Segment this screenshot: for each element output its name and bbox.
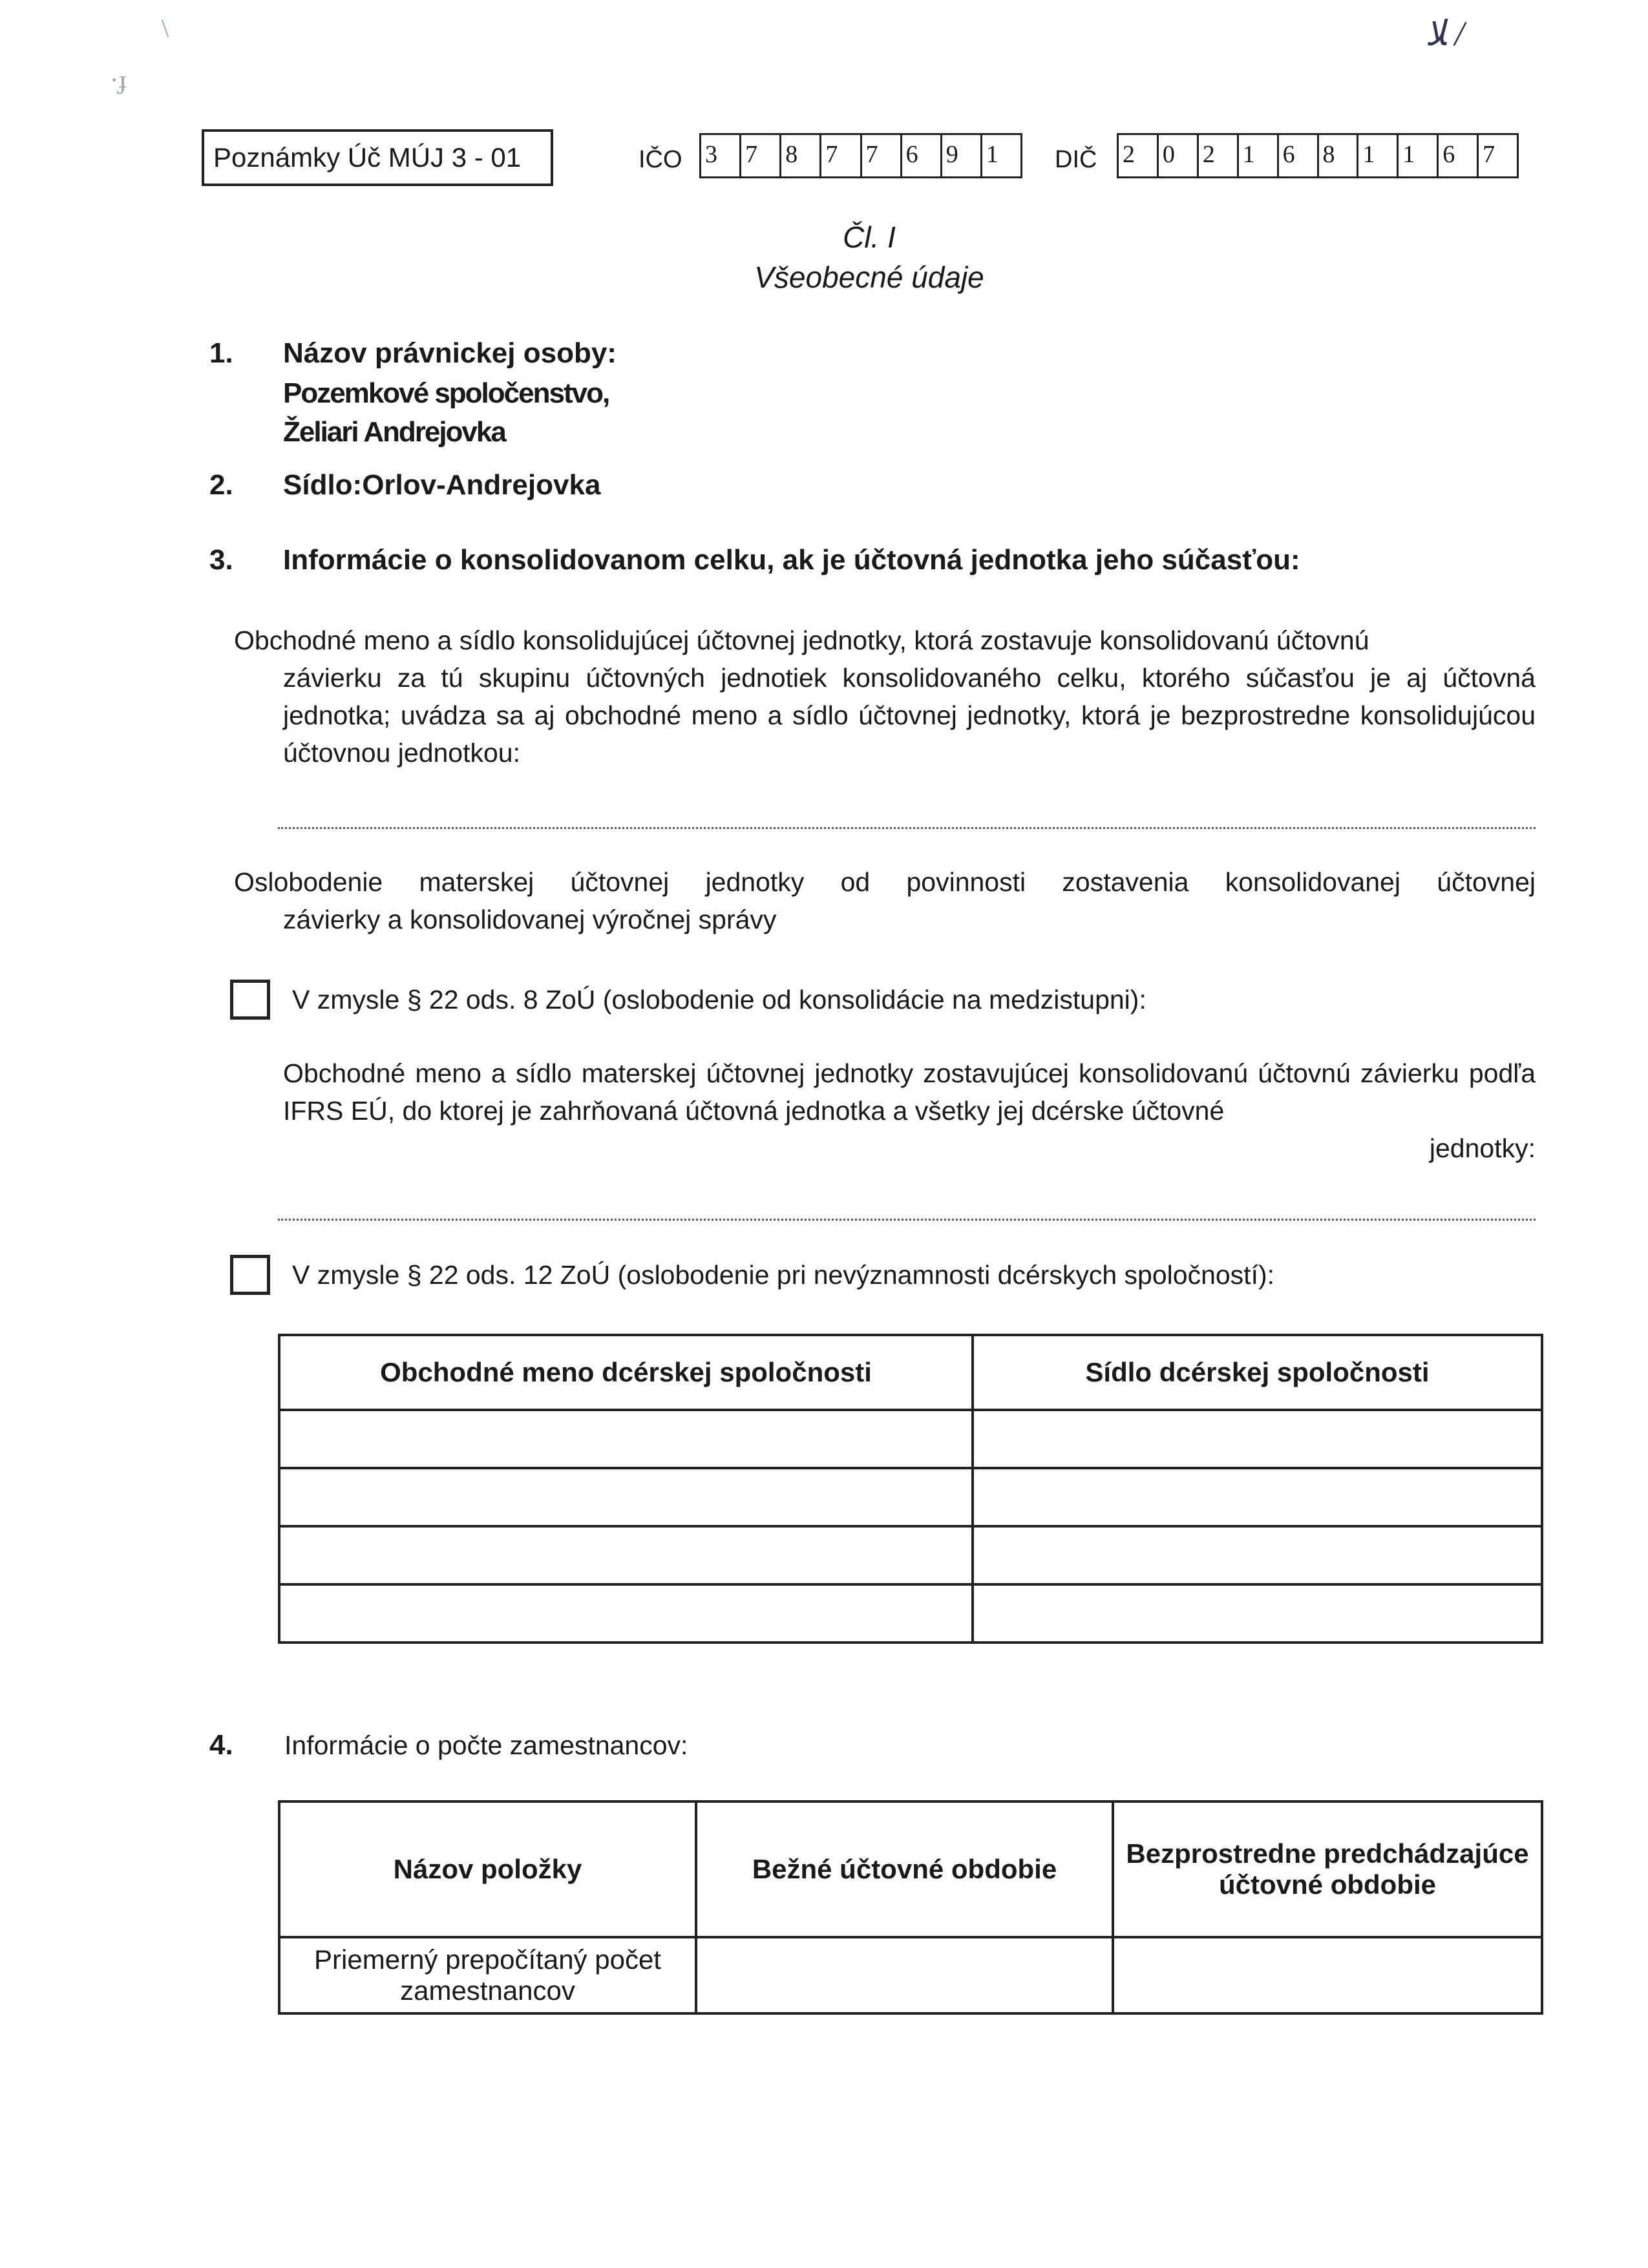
section-2-number: 2. xyxy=(209,469,233,501)
dic-digit: 0 xyxy=(1157,135,1197,176)
dic-digit: 8 xyxy=(1317,135,1357,176)
table-cell[interactable] xyxy=(973,1584,1542,1643)
table-cell[interactable] xyxy=(279,1410,973,1468)
parent-entity-paragraph: Obchodné meno a sídlo materskej účtovnej jednotky zostavujúcej konsolidovanú účtovnú závierku podľa IFRS EÚ, do ktorej je zahrňovaná účtovná jednotka a všetky jej dcérske účtovné xyxy=(283,1058,1536,1126)
dic-digit: 7 xyxy=(1477,135,1517,176)
section-3-number: 3. xyxy=(209,544,233,576)
subsidiary-name-header: Obchodné meno dcérskej spoločnosti xyxy=(279,1335,973,1410)
dic-digit: 2 xyxy=(1123,141,1135,168)
ico-digit: 3 xyxy=(705,141,717,168)
table-cell[interactable] xyxy=(973,1526,1542,1584)
exemption-heading-first-line: Oslobodenie materskej účtovnej jednotky od povinnosti zostavenia konsolidovanej účtovnej xyxy=(234,867,1536,897)
exemption-22-8-checkbox[interactable] xyxy=(230,980,270,1020)
avg-employees-previous[interactable] xyxy=(1113,1937,1542,2013)
table-cell[interactable] xyxy=(279,1526,973,1584)
consolidating-entity-fill-line xyxy=(278,827,1536,829)
table-cell[interactable] xyxy=(279,1584,973,1643)
dic-digit: 1 xyxy=(1237,135,1277,176)
exemption-heading-rest: závierky a konsolidovanej výročnej správy xyxy=(283,905,777,934)
handwritten-page-mark: ﻼ / xyxy=(1425,14,1464,53)
ico-digit: 8 xyxy=(779,135,819,176)
table-cell[interactable] xyxy=(279,1468,973,1526)
dic-label: DIČ xyxy=(1055,146,1097,173)
dic-digit-boxes xyxy=(1117,133,1519,178)
item-name-header: Názov položky xyxy=(279,1801,696,1937)
ico-digit: 1 xyxy=(980,135,1020,176)
legal-entity-name-line1: Pozemkové spoločenstvo, xyxy=(283,377,609,409)
parent-entity-fill-line xyxy=(278,1219,1536,1221)
section-3-title: Informácie o konsolidovanom celku, ak je účtovná jednotka jeho súčasťou: xyxy=(283,544,1300,576)
ico-label: IČO xyxy=(639,146,682,173)
article-number: Čl. I xyxy=(843,220,896,254)
ico-digit: 7 xyxy=(819,135,860,176)
section-4-number: 4. xyxy=(209,1729,233,1761)
dic-digit: 2 xyxy=(1197,135,1237,176)
ico-digit: 7 xyxy=(739,135,779,176)
ico-digit: 7 xyxy=(860,135,900,176)
avg-employees-current[interactable] xyxy=(696,1937,1113,2013)
form-label: Poznámky Úč MÚJ 3 - 01 xyxy=(202,129,553,186)
parent-entity-paragraph-end: jednotky: xyxy=(1429,1133,1536,1163)
section-4-title: Informácie o počte zamestnancov: xyxy=(284,1730,688,1760)
scan-artifact: ·ɟ xyxy=(110,65,127,94)
employees-table xyxy=(278,1800,1543,2015)
dic-digit: 1 xyxy=(1357,135,1397,176)
previous-period-header: Bezprostredne predchádzajúce účtovné obdobie xyxy=(1113,1801,1542,1937)
dic-digit: 1 xyxy=(1397,135,1437,176)
dic-digit: 6 xyxy=(1277,135,1317,176)
table-cell[interactable] xyxy=(973,1468,1542,1526)
scan-artifact: \ xyxy=(162,14,169,43)
article-title: Všeobecné údaje xyxy=(754,260,984,294)
consolidation-paragraph-rest: závierku za tú skupinu účtovných jednotiek konsolidovaného celku, ktorého súčasťou je aj účtovná jednotka; uvádza sa aj obchodné meno a sídlo účtovnej jednotky, ktorá je bezprostredne konsolidujúcou účtovnou jednotkou: xyxy=(283,663,1536,768)
subsidiaries-table xyxy=(278,1334,1543,1644)
section-1-label: Názov právnickej osoby: xyxy=(283,337,617,369)
consolidation-paragraph-first-line: Obchodné meno a sídlo konsolidujúcej účtovnej jednotky, ktorá zostavuje konsolidovanú účtovnú xyxy=(234,625,1369,655)
registered-office: Sídlo:Orlov-Andrejovka xyxy=(283,469,601,501)
section-1-number: 1. xyxy=(209,337,233,369)
table-cell[interactable] xyxy=(973,1410,1542,1468)
avg-employees-label: Priemerný prepočítaný počet zamestnancov xyxy=(279,1937,696,2013)
subsidiary-seat-header: Sídlo dcérskej spoločnosti xyxy=(973,1335,1542,1410)
ico-digit-boxes xyxy=(699,133,1022,178)
legal-entity-name-line2: Želiari Andrejovka xyxy=(283,416,505,448)
exemption-22-12-checkbox[interactable] xyxy=(230,1255,270,1295)
ico-digit: 6 xyxy=(900,135,940,176)
exemption-22-12-label: V zmysle § 22 ods. 12 ZoÚ (oslobodenie pri nevýznamnosti dcérskych spoločností): xyxy=(292,1260,1275,1290)
ico-digit: 9 xyxy=(940,135,980,176)
exemption-22-8-label: V zmysle § 22 ods. 8 ZoÚ (oslobodenie od konsolidácie na medzistupni): xyxy=(292,985,1146,1014)
current-period-header: Bežné účtovné obdobie xyxy=(696,1801,1113,1937)
dic-digit: 6 xyxy=(1437,135,1477,176)
